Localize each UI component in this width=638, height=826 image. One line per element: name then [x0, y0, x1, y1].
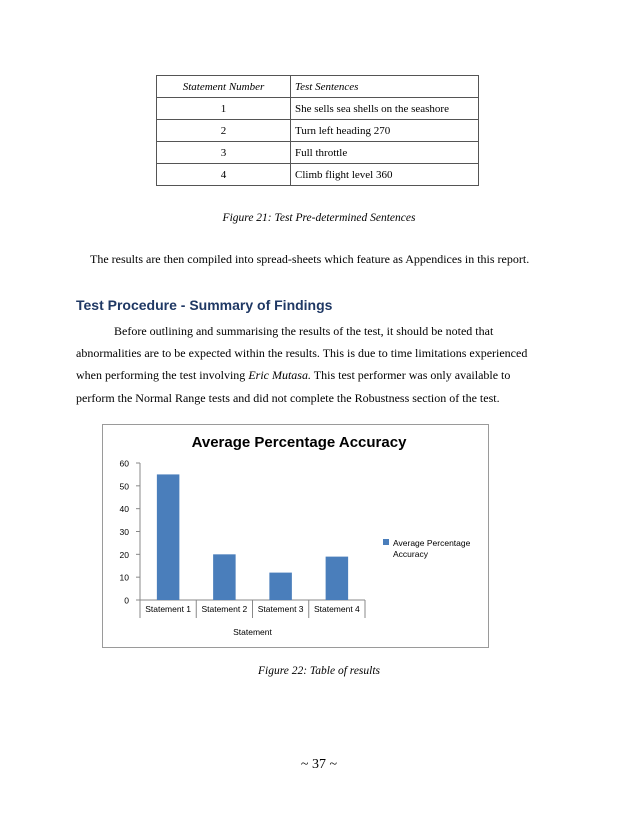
- table-header-row: [157, 76, 479, 98]
- x-tick-label: Statement 2: [201, 604, 248, 614]
- y-tick-label: 10: [119, 572, 129, 583]
- paragraph-text: This test performer was only available to: [313, 368, 511, 383]
- bar-statement-1: [157, 474, 180, 600]
- statement-number-cell: 1: [157, 98, 291, 120]
- test-sentence-cell: She sells sea shells on the seashore: [291, 98, 479, 120]
- figure-21-caption: Figure 21: Test Pre-determined Sentences: [222, 212, 416, 224]
- table-row: [157, 142, 479, 164]
- chart-svg: [103, 425, 488, 647]
- section-heading: Test Procedure - Summary of Findings: [76, 297, 333, 313]
- test-sentence-cell: Turn left heading 270: [291, 120, 479, 142]
- findings-paragraph: [76, 320, 576, 409]
- y-tick-label: 0: [124, 595, 129, 606]
- legend-label: Average Percentage: [393, 538, 471, 548]
- table-row: [157, 120, 479, 142]
- x-tick-label: Statement 1: [145, 604, 192, 614]
- statement-number-cell: 3: [157, 142, 291, 164]
- legend-swatch: [383, 539, 389, 545]
- column-header: Statement Number: [157, 76, 291, 98]
- bar-statement-3: [269, 573, 292, 600]
- statement-number-cell: 4: [157, 164, 291, 186]
- statement-number-cell: 2: [157, 120, 291, 142]
- bar-statement-4: [326, 557, 349, 600]
- bar-statement-2: [213, 554, 236, 600]
- page-number: ~ 37 ~: [300, 757, 338, 772]
- x-tick-label: Statement 4: [313, 604, 360, 614]
- paragraph-line: [76, 364, 576, 386]
- performer-name: Eric Mutasa.: [248, 368, 311, 383]
- column-header: Test Sentences: [291, 76, 479, 98]
- paragraph-line: perform the Normal Range tests and did not complete the Robustness section of the test.: [76, 390, 500, 405]
- y-tick-label: 20: [119, 549, 129, 560]
- table-row: [157, 164, 479, 186]
- y-tick-label: 50: [119, 481, 129, 492]
- x-tick-label: Statement 3: [257, 604, 304, 614]
- paragraph-line: Before outlining and summarising the results of the test, it should be noted that: [114, 324, 494, 338]
- accuracy-chart: [102, 424, 489, 648]
- y-tick-label: 40: [119, 504, 129, 515]
- y-tick-label: 60: [119, 458, 129, 469]
- chart-title: Average Percentage Accuracy: [191, 434, 407, 451]
- compiled-results-paragraph: The results are then compiled into spread-sheets which feature as Appendices in this report.: [90, 252, 530, 266]
- paragraph-line: abnormalities are to be expected within the results. This is due to time limitations experienced: [76, 346, 528, 361]
- test-sentences-table: [156, 75, 479, 186]
- x-axis-label: Statement: [233, 627, 272, 637]
- test-sentence-cell: Full throttle: [291, 142, 479, 164]
- table-row: [157, 98, 479, 120]
- legend-label: Accuracy: [393, 549, 428, 559]
- paragraph-text: when performing the test involving: [76, 368, 249, 383]
- figure-22-caption: Figure 22: Table of results: [257, 665, 381, 677]
- y-tick-label: 30: [119, 527, 129, 537]
- test-sentence-cell: Climb flight level 360: [291, 164, 479, 186]
